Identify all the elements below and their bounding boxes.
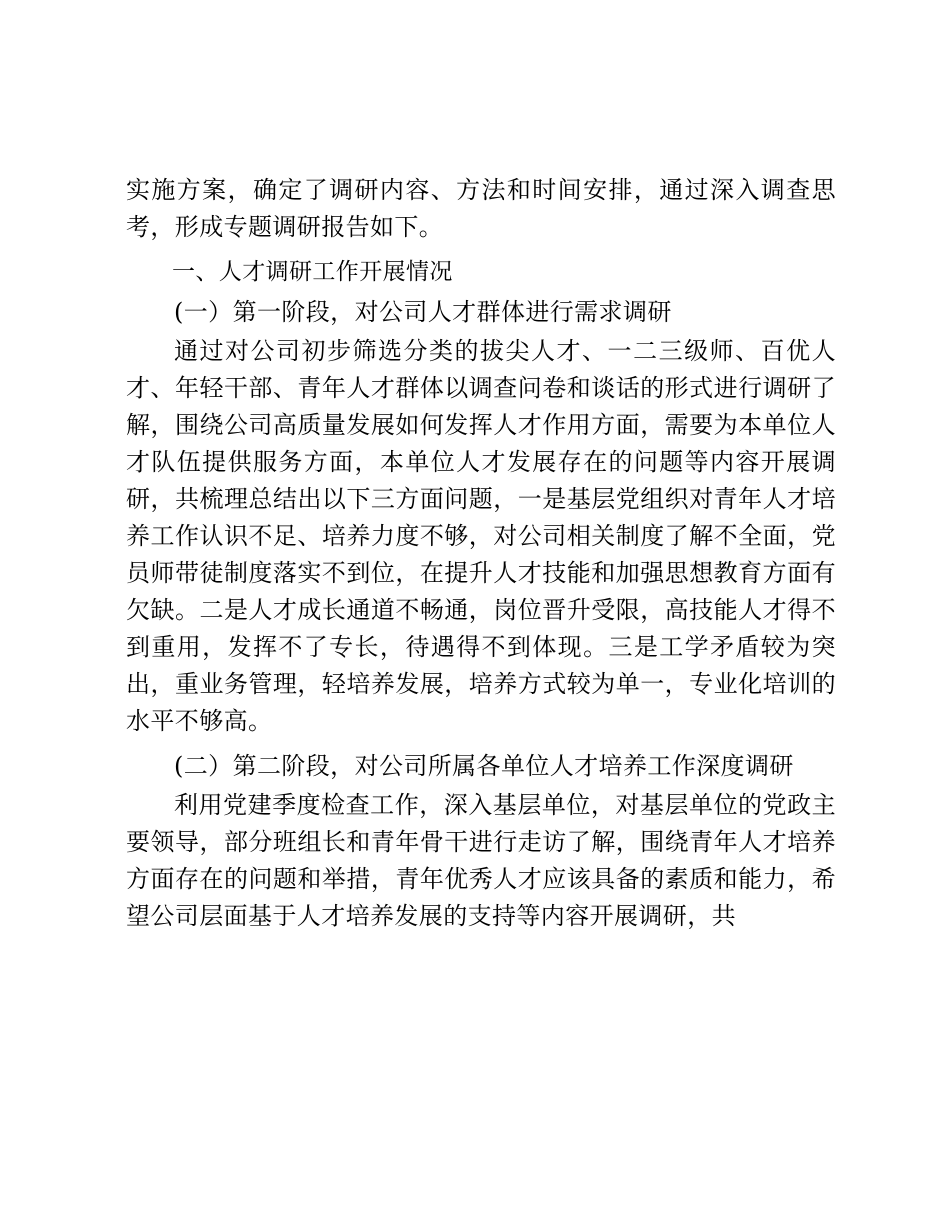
subsection-2-heading: (二）第二阶段，对公司所属各单位人才培养工作深度调研 (174, 752, 794, 780)
section-heading-level-1: 一、人才调研工作开展情况 (172, 259, 453, 285)
subsection-2-paragraph: 利用党建季度检查工作，深入基层单位，对基层单位的党政主要领导，部分班组长和青年骨干进行走访了解，围绕青年人才培养方面存在的问题和举措，青年优秀人才应该具备的素质和能力，希望公司层面基于人才培养发展的支持等内容开展调研，共 (126, 791, 836, 930)
subsection-1-paragraph: 通过对公司初步筛选分类的拔尖人才、一二三级师、百优人才、年轻干部、青年人才群体以调查问卷和谈话的形式进行调研了解，围绕公司高质量发展如何发挥人才作用方面，需要为本单位人才队伍提供服务方面，本单位人才发展存在的问题等内容开展调研，共梳理总结出以下三方面问题，一是基层党组织对青年人才培养工作认识不足、培养力度不够，对公司相关制度了解不全面，党员师带徒制度落实不到位，在提升人才技能和加强思想教育方面有欠缺。二是人才成长通道不畅通，岗位晋升受限，高技能人才得不到重用，发挥不了专长，待遇得不到体现。三是工学矛盾较为突出，重业务管理，轻培养发展，培养方式较为单一，专业化培训的水平不够高。 (126, 337, 836, 735)
subsection-1-heading: (一）第一阶段，对公司人才群体进行需求调研 (174, 298, 672, 326)
intro-paragraph: 实施方案，确定了调研内容、方法和时间安排，通过深入调查思考，形成专题调研报告如下。 (126, 176, 836, 241)
document-body (126, 172, 836, 935)
